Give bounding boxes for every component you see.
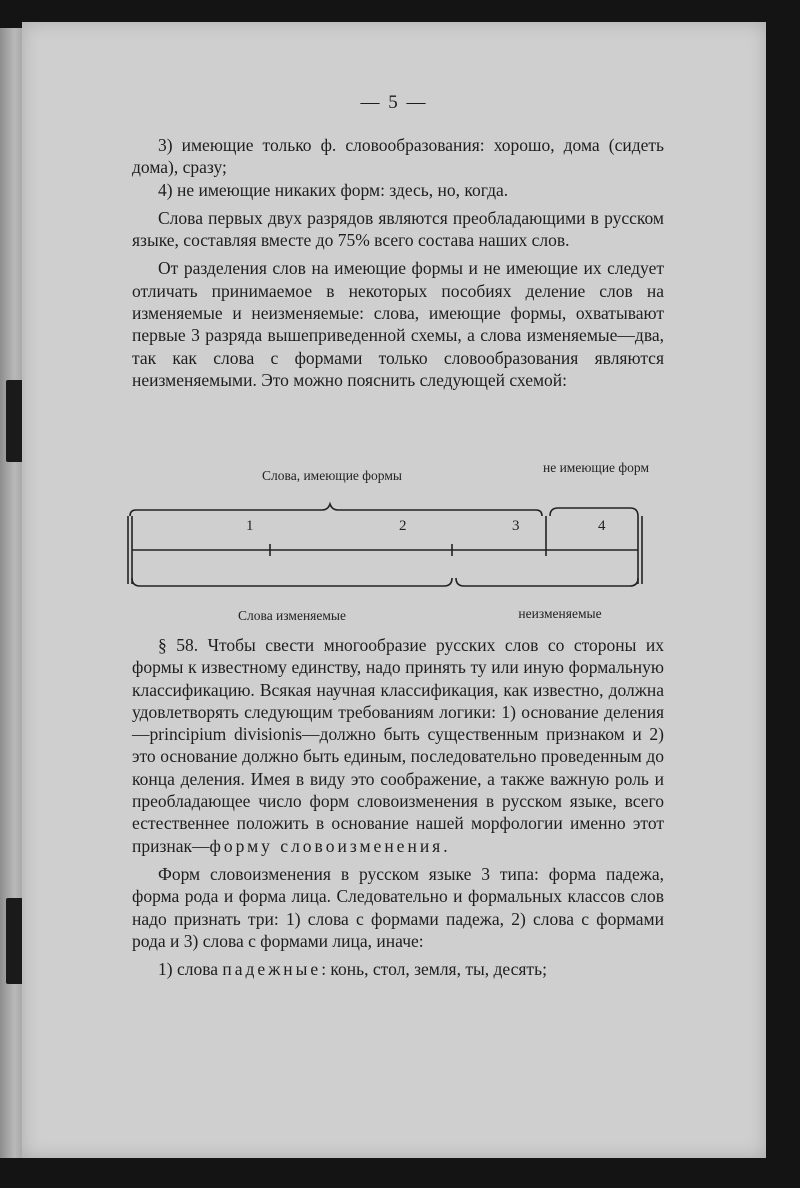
bottom-text-block [132, 634, 664, 980]
diagram-label-unchangeable: неизменяемые [518, 606, 602, 621]
segment-4: 4 [598, 518, 606, 534]
paragraph-first-two-classes: Слова первых двух разрядов являются преобладающими в русском языке, составляя вместе до 75% всего состава наших слов. [132, 207, 664, 251]
paragraph-section-58 [132, 634, 664, 857]
segment-2: 2 [399, 518, 407, 534]
item-1-spaced-term: падежные [222, 959, 322, 980]
diagram-label-has-forms: Слова, имеющие формы [262, 468, 402, 483]
section-58-spaced-term: форму словоизменения [209, 835, 444, 856]
paragraph-inflection-types: Форм словоизменения в русском языке 3 типа: форма падежа, форма рода и форма лица. Следовательно и формальных классов слов надо признать три: 1) слова с формами падежа, 2) слова с формами рода и 3) слова с формами лица, иначе: [132, 863, 664, 951]
diagram-label-no-forms: не имеющие форм [542, 460, 649, 475]
section-58-text: § 58. Чтобы свести многообразие русских слов со стороны их формы к известному единству, надо принять ту или иную формальную классификацию. Всякая научная классификация, как известно, должна удовлетворять следующим требованиям логики: 1) основание деления—principium divisionis—должно быть существенным признаком и 2) это основание должно быть единым, последовательно проведенным до конца деления. Имея в виду это соображение, а также важную роль и преобладающее число форм словоизменения в русском языке, всего естественнее положить в основание нашей морфологии именно этот признак— [132, 635, 664, 856]
page-number: — 5 — [360, 92, 428, 113]
item-1-prefix: 1) слова [158, 959, 223, 980]
paragraph-item-case-words [132, 958, 664, 980]
item-1-rest: : конь, стол, земля, ты, десять; [321, 959, 547, 980]
segment-1: 1 [246, 518, 254, 534]
section-58-end: . [443, 835, 448, 856]
paragraph-division: От разделения слов на имеющие формы и не имеющие их следует отличать принимаемое в некоторых пособиях деление слов на изменяемые и неизменяемые: слова, имеющие формы, охватывают первые 3 разряда вышеприведенной схемы, а слова изменяемые—два, так как слова с формами только словообразования являются неизменяемыми. Это можно пояснить следующей схемой: [132, 258, 664, 390]
previous-page-edge [0, 28, 24, 1158]
classification-diagram [122, 432, 662, 632]
top-text-block [132, 134, 664, 391]
paragraph-item-3: 3) имеющие только ф. словообразования: хорошо, дома (сидеть дома), сразу; [132, 135, 664, 178]
diagram-label-changeable: Слова изменяемые [238, 608, 346, 623]
book-page [22, 22, 766, 1158]
paragraph-item-4: 4) не имеющие никаких форм: здесь, но, когда. [158, 179, 509, 200]
segment-3: 3 [512, 518, 520, 534]
diagram-brackets [122, 432, 662, 632]
